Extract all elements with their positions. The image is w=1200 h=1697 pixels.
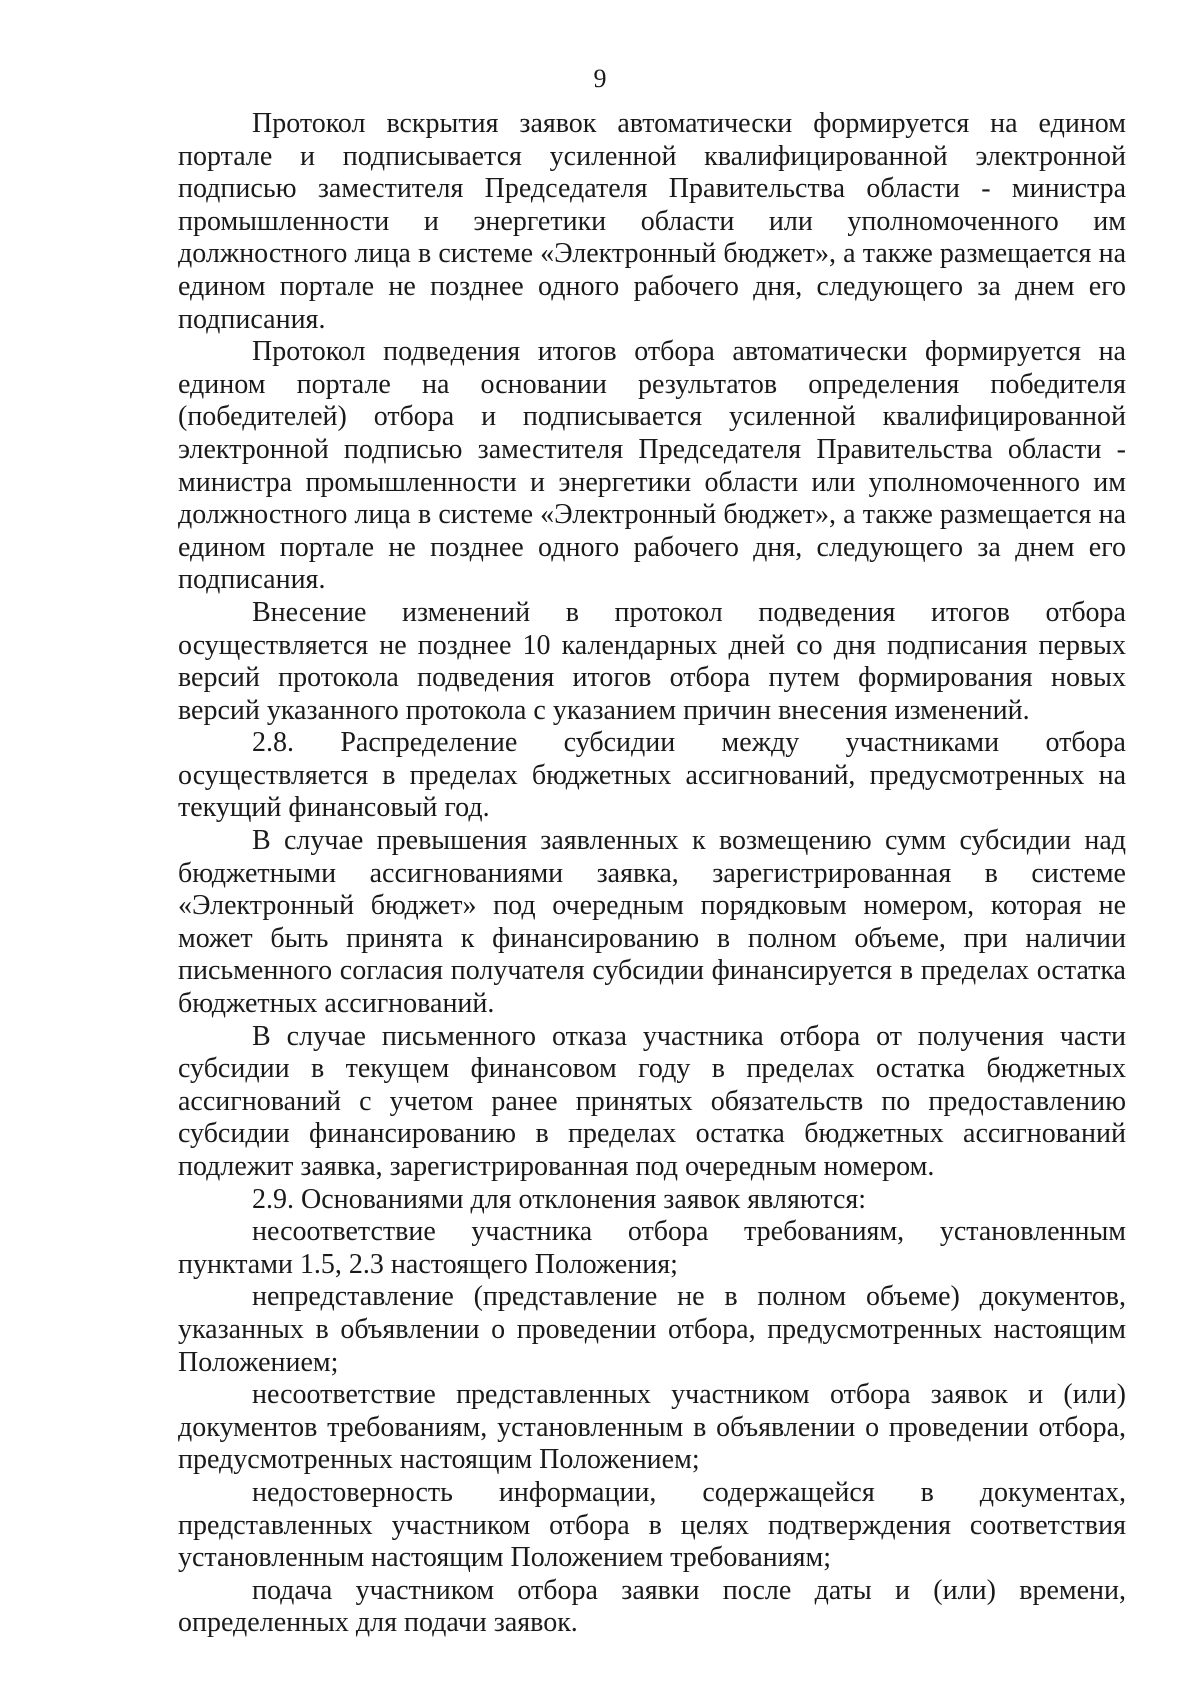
paragraph-section-2-9: 2.9. Основаниями для отклонения заявок являются: bbox=[252, 1183, 867, 1215]
paragraph-written-refusal: В случае письменного отказа участника отбора от получения части субсидии в текущем финансовом году в пределах остатка бюджетных ассигнований с учетом ранее принятых обязательств по предоставлению субсидии финансированию в пределах остатка бюджетных ассигнований подлежит заявка, зарегистрированная под очередным номером. bbox=[178, 1020, 1126, 1182]
document-body bbox=[178, 108, 1126, 1640]
paragraph-reason-noncompliance: несоответствие участника отбора требованиям, установленным пунктами 1.5, 2.3 настоящего Положения; bbox=[178, 1216, 1126, 1280]
paragraph-protocol-opening: Протокол вскрытия заявок автоматически формируется на едином портале и подписывается усиленной квалифицированной электронной подписью заместителя Председателя Правительства области - министра промышленности и энергетики области или уполномоченного им должностного лица в системе «Электронный бюджет», а также размещается на едином портале не позднее одного рабочего дня, следующего за днем его подписания. bbox=[178, 108, 1126, 335]
paragraph-protocol-changes: Внесение изменений в протокол подведения итогов отбора осуществляется не позднее 10 календарных дней со дня подписания первых версий протокола подведения итогов отбора путем формирования новых версий указанного протокола с указанием причин внесения изменений. bbox=[178, 596, 1126, 726]
paragraph-section-2-8: 2.8. Распределение субсидии между участниками отбора осуществляется в пределах бюджетных ассигнований, предусмотренных на текущий финансовый год. bbox=[178, 727, 1126, 824]
paragraph-reason-nonsubmission: непредставление (представление не в полном объеме) документов, указанных в объявлении о проведении отбора, предусмотренных настоящим Положением; bbox=[178, 1281, 1126, 1378]
page-number: 9 bbox=[593, 64, 607, 93]
paragraph-reason-document-mismatch: несоответствие представленных участником отбора заявок и (или) документов требованиям, установленным в объявлении о проведении отбора, предусмотренных настоящим Положением; bbox=[178, 1379, 1126, 1476]
paragraph-excess-claims: В случае превышения заявленных к возмещению сумм субсидии над бюджетными ассигнованиями заявка, зарегистрированная в системе «Электронный бюджет» под очередным порядковым номером, которая не может быть принята к финансированию в полном объеме, при наличии письменного согласия получателя субсидии финансируется в пределах остатка бюджетных ассигнований. bbox=[178, 825, 1126, 1020]
paragraph-protocol-results: Протокол подведения итогов отбора автоматически формируется на едином портале на основании результатов определения победителя (победителей) отбора и подписывается усиленной квалифицированной электронной подписью заместителя Председателя Правительства области - министра промышленности и энергетики области или уполномоченного им должностного лица в системе «Электронный бюджет», а также размещается на едином портале не позднее одного рабочего дня, следующего за днем его подписания. bbox=[178, 336, 1126, 596]
paragraph-reason-late-submission: подача участником отбора заявки после даты и (или) времени, определенных для подачи заявок. bbox=[178, 1574, 1126, 1639]
paragraph-reason-false-information: недостоверность информации, содержащейся в документах, представленных участником отбора в целях подтверждения соответствия установленным настоящим Положением требованиям; bbox=[178, 1476, 1126, 1574]
